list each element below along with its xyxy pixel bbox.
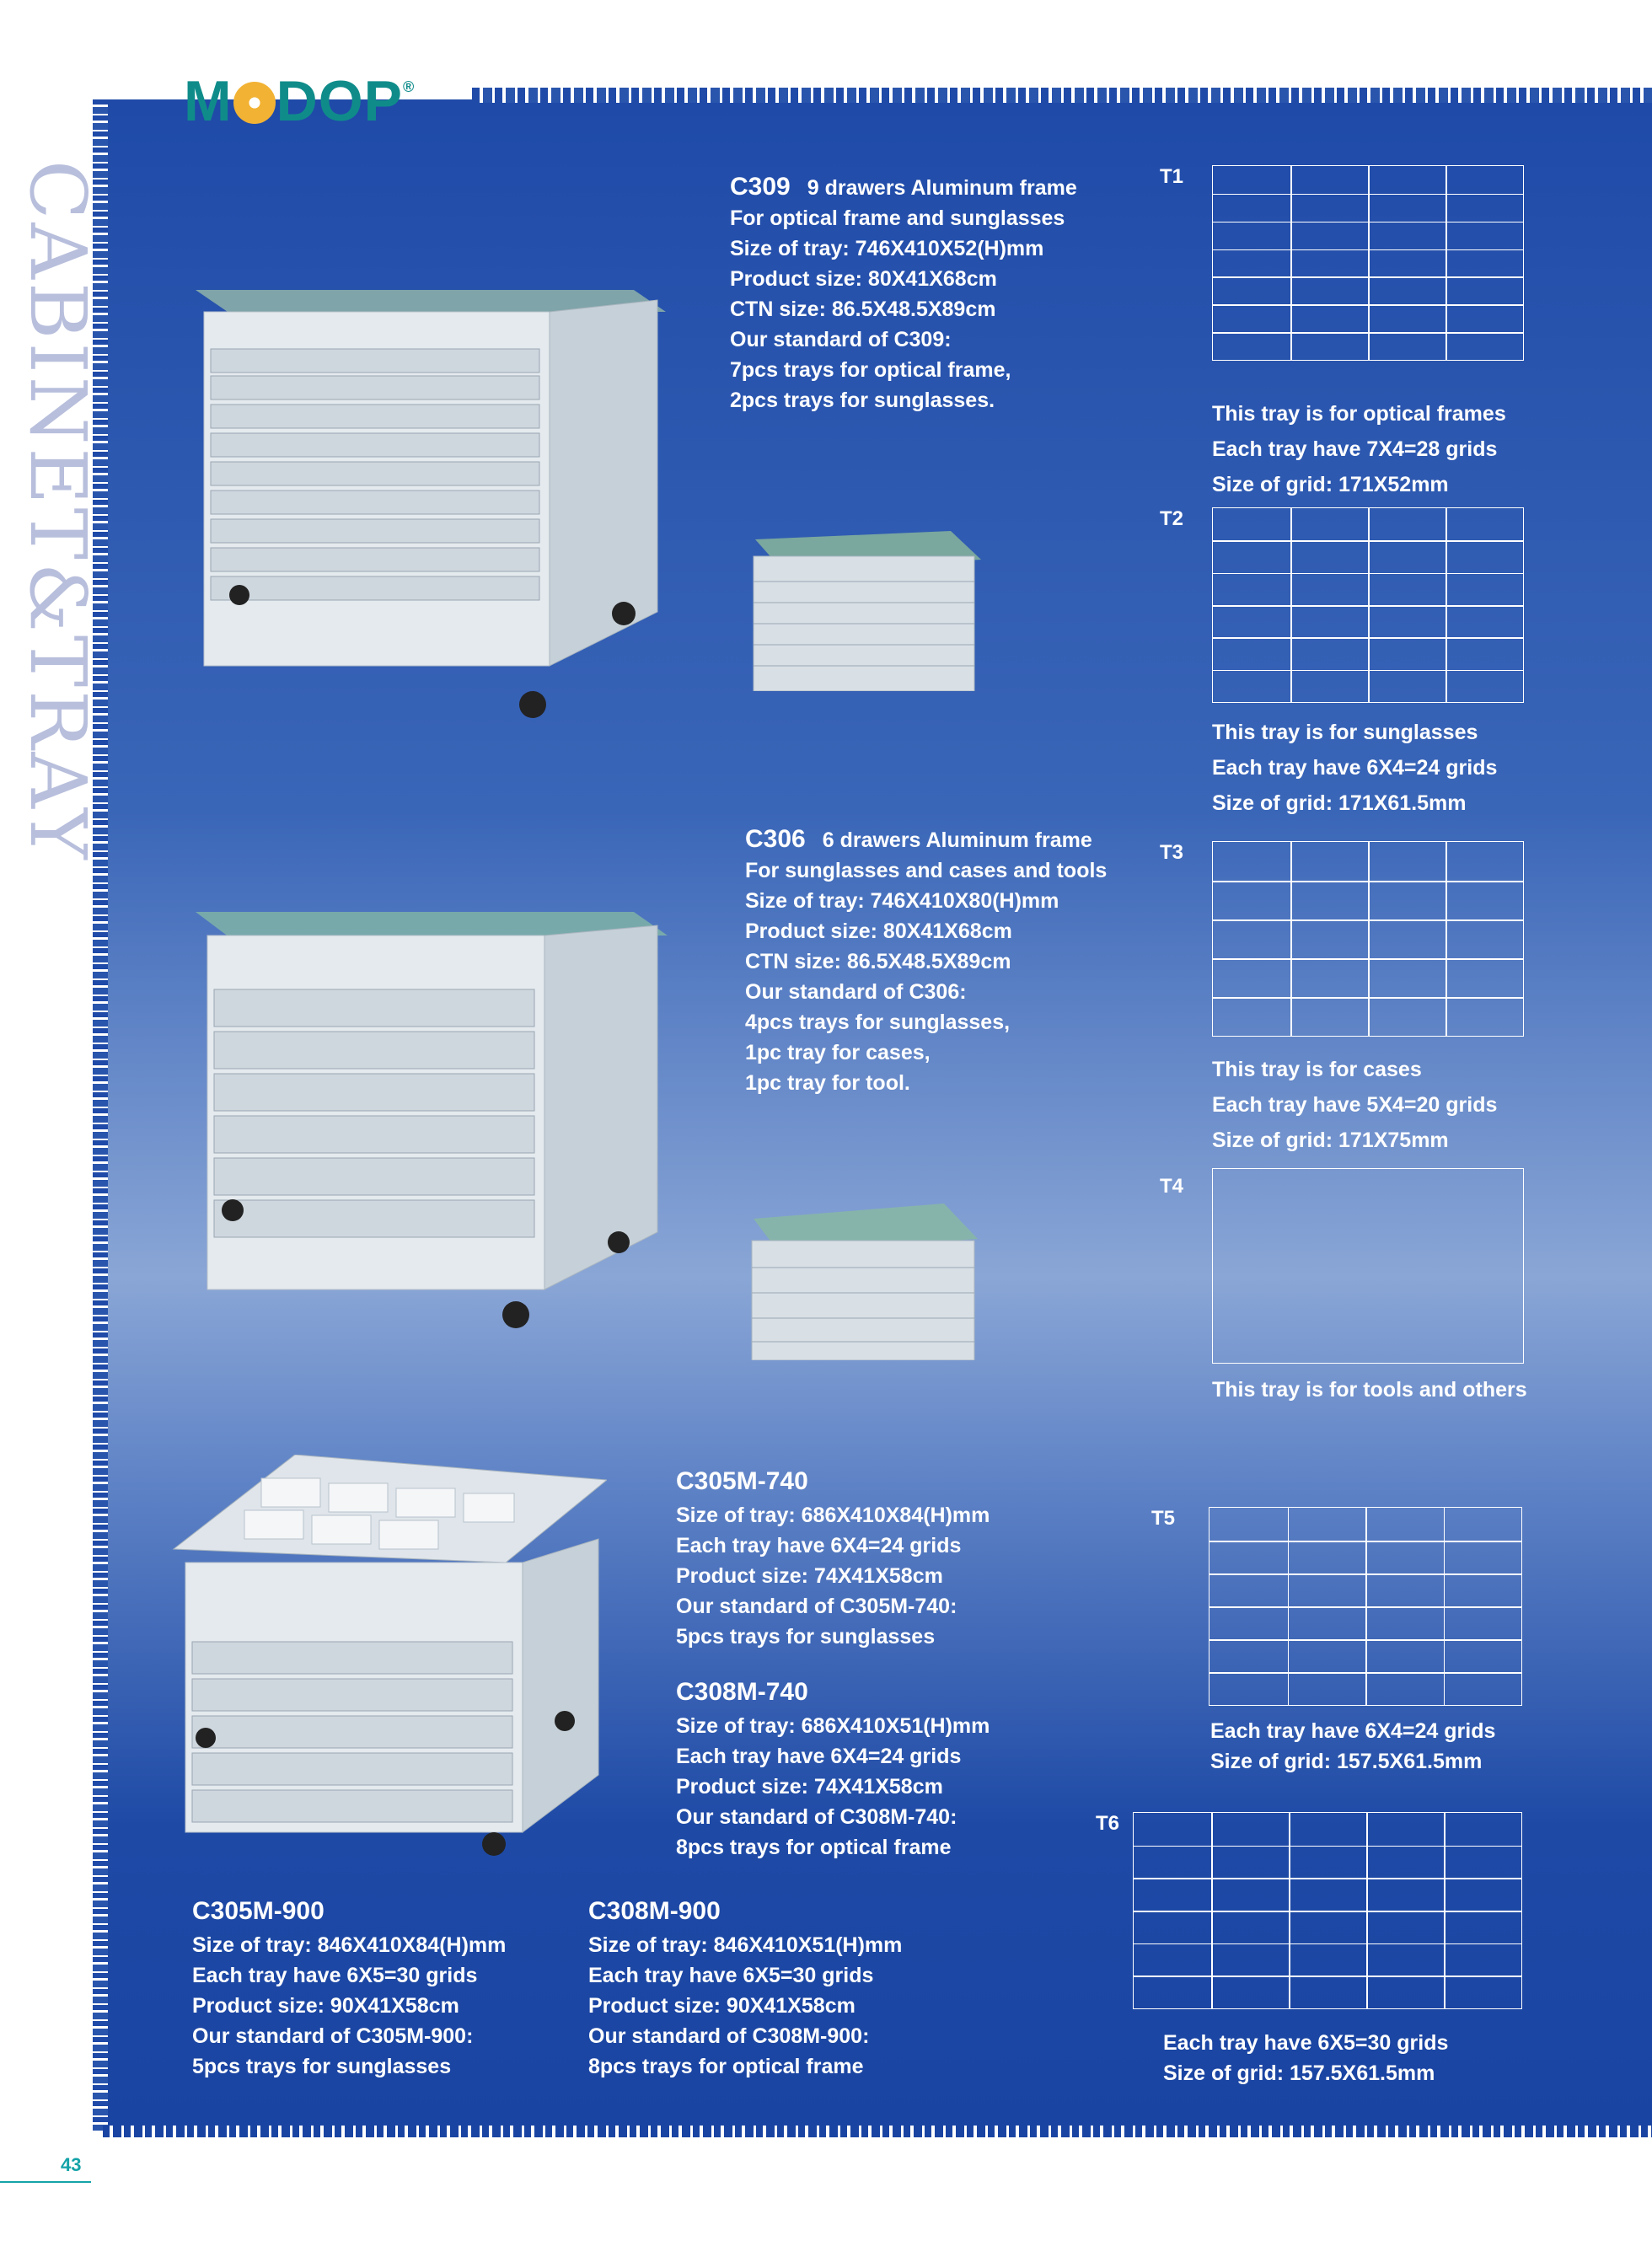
panel-rough-edge-top [472, 88, 1652, 103]
c306-cabinet-image [196, 887, 668, 1333]
tray-grid-row-line [1213, 540, 1523, 542]
tray-grid-row-line [1213, 332, 1523, 334]
tray-label-t6: T6 [1096, 1812, 1120, 1835]
c309-line: Product size: 80X41X68cm [730, 267, 997, 291]
c306-line: For sunglasses and cases and tools [745, 859, 1108, 882]
c308m900-line: Product size: 90X41X58cm [588, 1994, 856, 2018]
c306-line: Size of tray: 746X410X80(H)mm [745, 889, 1059, 913]
c306-line: 4pcs trays for sunglasses, [745, 1011, 1011, 1034]
c308m740-line: Size of tray: 686X410X51(H)mm [676, 1714, 990, 1738]
tray-t3-desc [1212, 1052, 1497, 1158]
tray-desc-line: Each tray have 7X4=28 grids [1212, 437, 1498, 461]
tray-grid-row-line [1210, 1639, 1521, 1641]
c305m900-model: C305M-900 [192, 1897, 324, 1925]
c305m740-line: Size of tray: 686X410X84(H)mm [676, 1504, 990, 1527]
c306-line: 6 drawers Aluminum frame [822, 828, 1092, 852]
c305m740-line: Product size: 74X41X58cm [676, 1564, 943, 1588]
tray-grid-column-line [1446, 842, 1447, 1036]
tray-grid-row-line [1134, 1976, 1521, 1977]
c306-line: Our standard of C306: [745, 980, 967, 1004]
tray-desc-line: This tray is for sunglasses [1212, 721, 1478, 744]
c308m740-line: Each tray have 6X4=24 grids [676, 1745, 962, 1768]
c309-cabinet-image [196, 249, 666, 721]
c305m900-line: Size of tray: 846X410X84(H)mm [192, 1933, 507, 1957]
tray-grid-row-line [1213, 881, 1523, 882]
tray-label-t3: T3 [1160, 841, 1184, 864]
c305m900-line: Each tray have 6X5=30 grids [192, 1964, 478, 1987]
tray-grid-t6 [1133, 1812, 1522, 2009]
c308m900-line: Size of tray: 846X410X51(H)mm [588, 1933, 903, 1957]
c306-line: CTN size: 86.5X48.5X89cm [745, 950, 1011, 973]
c308m900-line: 8pcs trays for optical frame [588, 2055, 864, 2078]
tray-grid-row-line [1213, 573, 1523, 575]
tray-t5-desc [1210, 1716, 1495, 1777]
c306-spec-block [745, 824, 1107, 1098]
tray-desc-line: This tray is for tools and others [1212, 1378, 1527, 1402]
c308m900-model: C308M-900 [588, 1897, 721, 1925]
tray-label-t1: T1 [1160, 165, 1184, 188]
tray-desc-line: Size of grid: 171X75mm [1212, 1128, 1449, 1152]
c309-line: For optical frame and sunglasses [730, 206, 1065, 230]
c308m740-spec-block [676, 1674, 990, 1863]
tray-grid-row-line [1213, 222, 1523, 223]
logo-eye-icon [233, 82, 276, 124]
c305m900-line: Product size: 90X41X58cm [192, 1994, 459, 2018]
tray-grid-t2 [1212, 507, 1524, 703]
tray-grid-row-line [1213, 670, 1523, 672]
tray-grid-column-line [1368, 842, 1370, 1036]
tray-label-t5: T5 [1151, 1507, 1176, 1530]
tray-grid-row-line [1210, 1541, 1521, 1542]
tray-grid-row-line [1134, 1878, 1521, 1879]
tray-desc-line: This tray is for optical frames [1212, 402, 1506, 426]
tray-desc-line: Each tray have 6X4=24 grids [1210, 1719, 1496, 1743]
c306-line: 1pc tray for tool. [745, 1071, 910, 1095]
panel-rough-edge-bottom [103, 2126, 1652, 2137]
tray-grid-row-line [1134, 1846, 1521, 1847]
tray-grid-column-line [1368, 166, 1370, 360]
c306-tray-photo [748, 1200, 978, 1360]
tray-grid-row-line [1210, 1606, 1521, 1608]
c309-spec-block [730, 172, 1077, 415]
brand-logo: M DOP® [184, 69, 416, 133]
tray-grid-row-line [1213, 194, 1523, 196]
tray-grid-row-line [1213, 637, 1523, 639]
c305m900-line: 5pcs trays for sunglasses [192, 2055, 452, 2078]
tray-label-t4: T4 [1160, 1175, 1184, 1198]
tray-label-t2: T2 [1160, 507, 1184, 530]
tray-desc-line: Size of grid: 157.5X61.5mm [1210, 1750, 1483, 1773]
c306-line: Product size: 80X41X68cm [745, 919, 1012, 943]
c308m740-model: C308M-740 [676, 1678, 808, 1706]
tray-t2-desc [1212, 715, 1497, 821]
tray-desc-line: Size of grid: 171X52mm [1212, 473, 1449, 496]
c305m740-line: Each tray have 6X4=24 grids [676, 1534, 962, 1557]
tray-grid-t4 [1212, 1168, 1524, 1364]
tray-grid-t3 [1212, 841, 1524, 1037]
c309-line: Size of tray: 746X410X52(H)mm [730, 237, 1044, 260]
c309-tray-photo [748, 523, 981, 691]
tray-grid-column-line [1290, 842, 1292, 1036]
tray-grid-column-line [1290, 166, 1292, 360]
c309-line: Our standard of C309: [730, 328, 952, 351]
tray-grid-row-line [1134, 1943, 1521, 1945]
tray-t4-desc [1212, 1372, 1527, 1407]
tray-grid-row-line [1213, 304, 1523, 306]
c308m740-line: Our standard of C308M-740: [676, 1805, 957, 1829]
tray-grid-row-line [1213, 276, 1523, 278]
c309-model: C309 [730, 173, 791, 201]
tray-desc-line: This tray is for cases [1212, 1058, 1422, 1081]
c306-line: 1pc tray for cases, [745, 1041, 931, 1064]
tray-grid-row-line [1213, 605, 1523, 607]
c305m740-spec-block [676, 1463, 990, 1652]
c308m900-line: Our standard of C308M-900: [588, 2024, 870, 2048]
c305m-cabinet-image [169, 1455, 607, 1863]
tray-desc-line: Each tray have 6X5=30 grids [1163, 2031, 1449, 2055]
c305m900-spec-block [192, 1893, 506, 2082]
tray-desc-line: Each tray have 5X4=20 grids [1212, 1093, 1498, 1117]
c309-line: 2pcs trays for sunglasses. [730, 389, 995, 412]
tray-t1-desc [1212, 396, 1506, 502]
c309-line: CTN size: 86.5X48.5X89cm [730, 298, 996, 321]
c305m740-line: Our standard of C305M-740: [676, 1595, 957, 1618]
c308m740-line: 8pcs trays for optical frame [676, 1836, 952, 1859]
c309-line: 7pcs trays for optical frame, [730, 358, 1011, 382]
tray-grid-row-line [1210, 1573, 1521, 1575]
c305m740-line: 5pcs trays for sunglasses [676, 1625, 936, 1649]
c308m900-line: Each tray have 6X5=30 grids [588, 1964, 874, 1987]
c309-line: 9 drawers Aluminum frame [807, 176, 1077, 200]
c306-model: C306 [745, 825, 806, 853]
page-number-rule [0, 2181, 91, 2183]
c308m740-line: Product size: 74X41X58cm [676, 1775, 943, 1799]
c308m900-spec-block [588, 1893, 902, 2082]
tray-grid-column-line [1446, 166, 1447, 360]
tray-desc-line: Size of grid: 157.5X61.5mm [1163, 2061, 1435, 2085]
side-title-text: CABINET&TRAY [13, 160, 103, 863]
tray-desc-line: Size of grid: 171X61.5mm [1212, 791, 1467, 815]
tray-grid-t1 [1212, 165, 1524, 361]
page-number: 43 [61, 2154, 82, 2175]
tray-t6-desc [1163, 2028, 1448, 2088]
tray-grid-row-line [1134, 1911, 1521, 1912]
c305m740-model: C305M-740 [676, 1467, 808, 1495]
tray-grid-row-line [1210, 1672, 1521, 1674]
c305m900-line: Our standard of C305M-900: [192, 2024, 474, 2048]
side-title [13, 160, 108, 1087]
tray-grid-row-line [1213, 958, 1523, 960]
tray-desc-line: Each tray have 6X4=24 grids [1212, 756, 1498, 780]
tray-grid-t5 [1209, 1507, 1522, 1706]
tray-grid-row-line [1213, 997, 1523, 999]
tray-grid-row-line [1213, 919, 1523, 921]
tray-grid-row-line [1213, 249, 1523, 251]
